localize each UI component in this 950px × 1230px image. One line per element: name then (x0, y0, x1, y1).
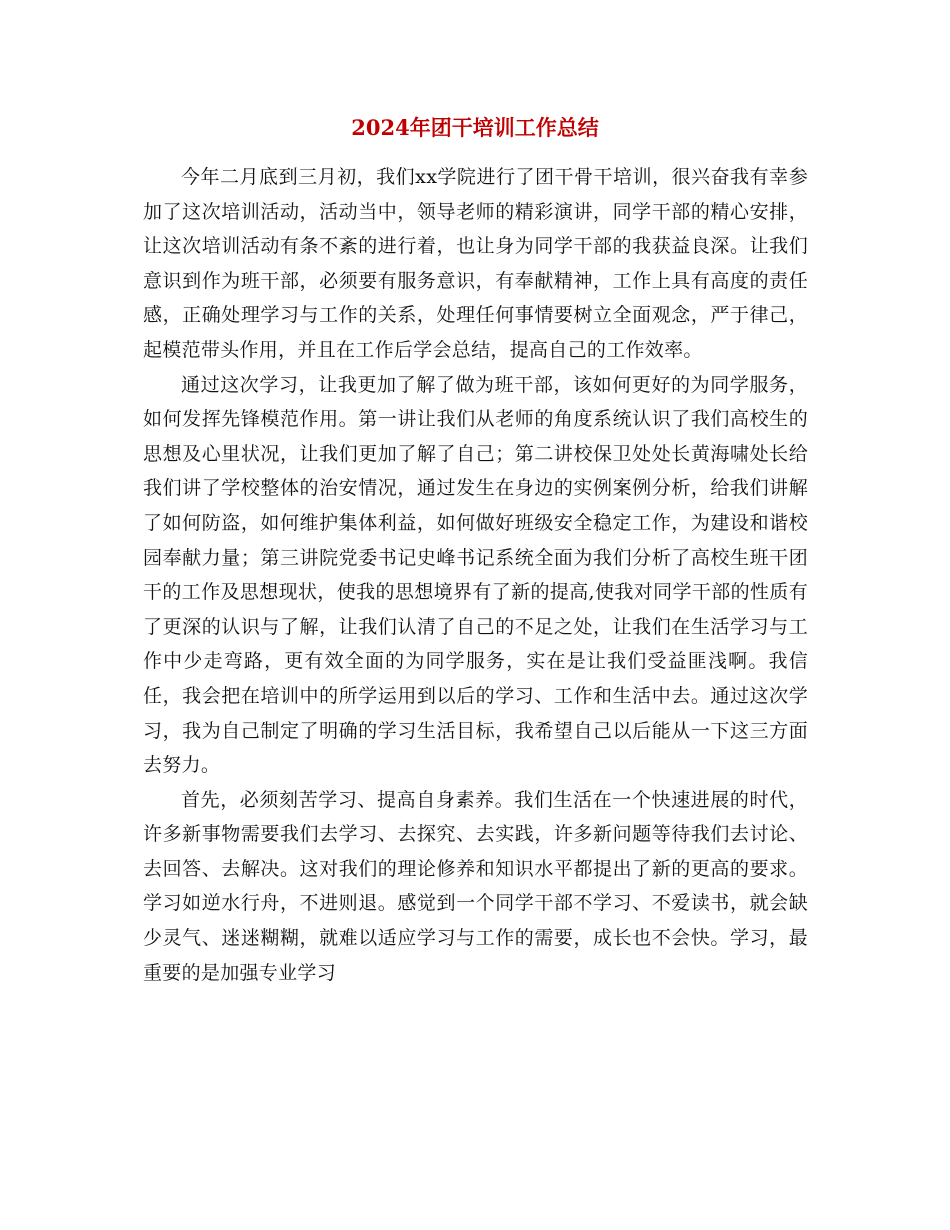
document-body (143, 160, 808, 990)
document-title: 2024年团干培训工作总结 (351, 115, 599, 140)
paragraph-2: 通过这次学习，让我更加了解了做为班干部，该如何更好的为同学服务，如何发挥先锋模范作用。第一讲让我们从老师的角度系统认识了我们高校生的思想及心里状况，让我们更加了解了自己；第二讲校保卫处处长黄海啸处长给我们讲了学校整体的治安情况，通过发生在身边的实例案例分析，给我们讲解了如何防盗，如何维护集体利益，如何做好班级安全稳定工作，为建设和谐校园奉献力量；第三讲院党委书记史峰书记系统全面为我们分析了高校生班干团干的工作及思想现状，使我的思想境界有了新的提高,使我对同学干部的性质有了更深的认识与了解，让我们认清了自己的不足之处，让我们在生活学习与工作中少走弯路，更有效全面的为同学服务，实在是让我们受益匪浅啊。我信任，我会把在培训中的所学运用到以后的学习、工作和生活中去。通过这次学习，我为自己制定了明确的学习生活目标，我希望自己以后能从一下这三方面去努力。 (143, 373, 808, 777)
paragraph-1: 今年二月底到三月初，我们xx学院进行了团干骨干培训，很兴奋我有幸参加了这次培训活动，活动当中，领导老师的精彩演讲，同学干部的精心安排，让这次培训活动有条不紊的进行着，也让身为同学干部的我获益良深。让我们意识到作为班干部，必须要有服务意识，有奉献精神，工作上具有高度的责任感，正确处理学习与工作的关系，处理任何事情要树立全面观念，严于律己，起模范带头作用，并且在工作后学会总结，提高自己的工作效率。 (143, 166, 808, 361)
paragraph-3: 首先，必须刻苦学习、提高自身素养。我们生活在一个快速进展的时代，许多新事物需要我们去学习、去探究、去实践，许多新问题等待我们去讨论、去回答、去解决。这对我们的理论修养和知识水平都提出了新的更高的要求。学习如逆水行舟，不进则退。感觉到一个同学干部不学习、不爱读书，就会缺少灵气、迷迷糊糊，就难以适应学习与工作的需要，成长也不会快。学习，最重要的是加强专业学习 (143, 788, 808, 984)
